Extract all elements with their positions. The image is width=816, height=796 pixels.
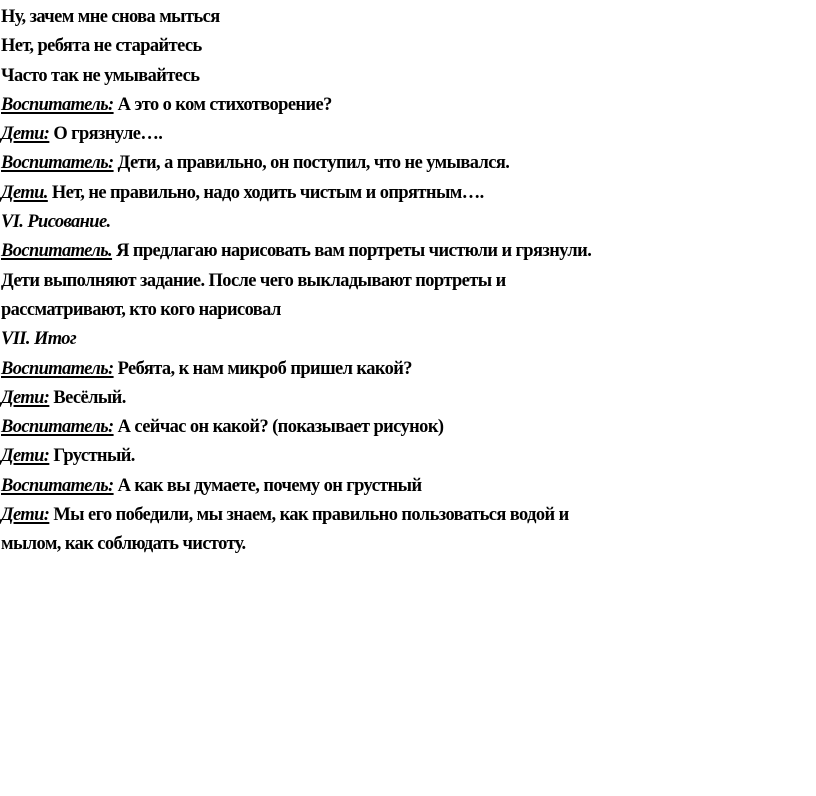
dialogue-line bbox=[1, 383, 792, 412]
dialogue-line bbox=[1, 354, 792, 383]
section-heading bbox=[1, 207, 792, 236]
speaker-label: Дети: bbox=[1, 386, 50, 408]
dialogue-line bbox=[1, 119, 792, 148]
section-heading-text: VII. Итог bbox=[1, 328, 77, 350]
line-text: Я предлагаю нарисовать вам портреты чистюли и грязнули. bbox=[112, 240, 592, 262]
line-text: рассматривают, кто кого нарисовал bbox=[1, 298, 281, 320]
line-text: Нет, ребята не старайтесь bbox=[1, 35, 202, 57]
text-line bbox=[1, 266, 792, 295]
text-line bbox=[1, 2, 792, 31]
dialogue-line bbox=[1, 178, 792, 207]
speaker-label: Воспитатель: bbox=[1, 93, 114, 115]
speaker-label: Воспитатель: bbox=[1, 357, 114, 379]
dialogue-line bbox=[1, 236, 792, 265]
line-text: Мы его победили, мы знаем, как правильно пользоваться водой и bbox=[49, 504, 569, 526]
section-heading bbox=[1, 324, 792, 353]
line-text: Дети выполняют задание. После чего выкладывают портреты и bbox=[1, 269, 506, 291]
line-text: А это о ком стихотворение? bbox=[113, 93, 332, 115]
dialogue-line bbox=[1, 471, 792, 500]
line-text: Часто так не умывайтесь bbox=[1, 64, 200, 86]
text-line bbox=[1, 61, 792, 90]
line-text: Ребята, к нам микроб пришел какой? bbox=[113, 357, 412, 379]
text-line bbox=[1, 529, 792, 558]
line-text: Ну, зачем мне снова мыться bbox=[1, 6, 220, 27]
speaker-label: Дети: bbox=[1, 445, 50, 467]
line-text: Нет, не правильно, надо ходить чистым и опрятным…. bbox=[47, 181, 484, 203]
speaker-label: Воспитатель: bbox=[1, 416, 114, 438]
text-line bbox=[1, 31, 792, 60]
section-heading-text: VI. Рисование. bbox=[1, 211, 111, 233]
line-text: А сейчас он какой? (показывает рисунок) bbox=[113, 416, 444, 438]
line-text: Дети, а правильно, он поступил, что не умывался. bbox=[113, 152, 510, 174]
dialogue-line bbox=[1, 441, 792, 470]
dialogue-line bbox=[1, 412, 792, 441]
dialogue-line bbox=[1, 500, 792, 529]
speaker-label: Дети: bbox=[1, 123, 50, 145]
speaker-label: Воспитатель. bbox=[1, 240, 113, 262]
dialogue-line bbox=[1, 90, 792, 119]
line-text: Весёлый. bbox=[49, 386, 126, 408]
speaker-label: Дети. bbox=[1, 181, 48, 203]
text-line bbox=[1, 295, 792, 324]
dialogue-line bbox=[1, 148, 792, 177]
speaker-label: Воспитатель: bbox=[1, 474, 114, 496]
speaker-label: Воспитатель: bbox=[1, 152, 114, 174]
line-text: мылом, как соблюдать чистоту. bbox=[1, 533, 246, 555]
line-text: А как вы думаете, почему он грустный bbox=[113, 474, 422, 496]
line-text: О грязнуле…. bbox=[49, 123, 163, 145]
line-text: Грустный. bbox=[49, 445, 135, 467]
speaker-label: Дети: bbox=[1, 504, 50, 526]
